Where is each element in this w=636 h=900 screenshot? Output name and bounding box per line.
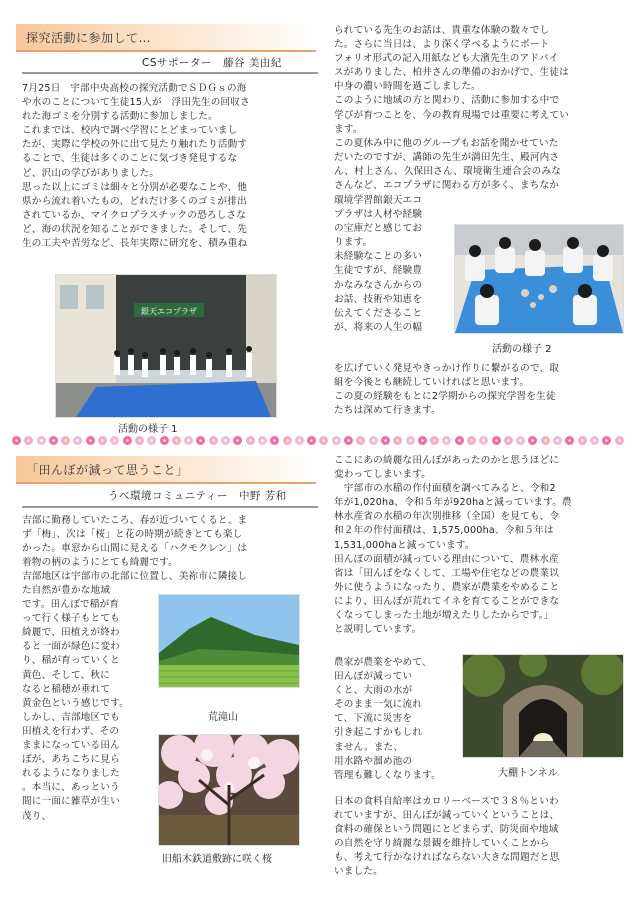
- article1-byline-underline: [22, 72, 318, 74]
- article1-body-right-bottom: を広げていく発見やきっかけ作りに繋がるので、取 組を今後とも継続していければと思います。 この夏の経験をもとに2学期からの探究学習を生徒 たちは深めて行きます。: [334, 363, 560, 417]
- article2-byline-underline: [22, 506, 318, 508]
- article2-body-right-narrow: 農家が農業をやめて、 田んぼが減ってい くと、大雨の水が そのまま一気に流れ て、下流に災害を 引き起こすかもしれ ません。また、 用水路や溜め池の 管理も難しくなります。: [334, 657, 441, 781]
- article2-byline: うべ環境コミュニティー 中野 芳和: [108, 490, 287, 502]
- article1-body-right-top: られている先生のお話は、貴重な体験の数々でし た。さらに当日は、より深く学べるようにポート フォリオ形式の記入用紙なども大濱先生のアドバイ スがありました、柏井さんの準備のおかげで、生徒は 中身の濃い時間を過ごしました。 このように地域の方と関わり、活動に参加する中で 学びが育つことを、今の教育現場では重要に考えてい ます。 この夏休み中に他のグループもお話を聞かせていた だいたのですが、講師の先生が満田先生、殿河内さ ん、村上さん、久保田さん、環境衛生連合会のみな さんなど、エコプラザに関わる方が多く、まちなか: [334, 25, 570, 192]
- classroom-activity-photo: [455, 225, 623, 333]
- tunnel-photo: [463, 655, 623, 757]
- article2-photo-cherry-caption: 旧船木鉄道敷跡に咲く桜: [162, 854, 272, 865]
- article2-photo-cherry: [158, 734, 300, 846]
- article1-photo-1-caption: 活動の様子 1: [118, 424, 178, 435]
- article1-title-bar: [16, 24, 316, 52]
- article2-photo-tunnel: [462, 654, 624, 758]
- mountain-photo: [159, 595, 299, 687]
- article2-photo-tunnel-caption: 大棚トンネル: [498, 768, 558, 779]
- article1-photo-2-caption: 活動の様子 2: [492, 344, 552, 355]
- article1-photo-1: [55, 274, 277, 418]
- article2-body-left-narrow: た自然が豊かな地域 です。田んぼで稲が育 って行く様子もとても 綺麗で、田植えが終わ ると一面が緑色に変わ り、稲が育っていくと 黄色、そして、秋に なると稲穂が垂れて 黄金色という感じです。 しかし、吉部地区でも 田植えを行わず、その ままになっている田ん ぼが、あちこちに見ら れるようになりました 。本当に、あっという 間に一面に雑草が生い 茂り、: [22, 585, 129, 822]
- cherry-blossom-photo: [159, 735, 299, 845]
- article1-body-right-narrow: 環境学習館銀天エコ プラザは人材や経験 の宝庫だと感じてお ります。 未経験なことの多い 生徒ですが、経験豊 かなみなさんからの お話、技術や知恵を 伝えてくださること が、将来の人生の幅: [334, 195, 423, 333]
- article2-body-left-top: 吉部に勤務していたころ、春が近づいてくると、ま ず「梅」、次は「桜」と花の時期が続きとても楽し かった。車窓から山間に見える「ハクモクレン」は 着物の柄のようにとても綺麗です。 吉部地区は宇部市の北部に位置し、美祢市に隣接し: [22, 515, 248, 583]
- article1-byline: CSサポーター 藤谷 美由紀: [142, 57, 282, 69]
- article1-body-left: 7月25日 宇部中央高校の探究活動でＳＤＧｓの海 や水のことについて生徒15人が 浮田先生の回収さ れた海ゴミを分別する活動に参加しました。 これまでは、校内で調べ学習にとどまっていまし たが、実際に学校の外に出て見たり触れたり活動す ることで、生徒は多くのことに気づき発見するな ど、沢山の学びがありました。 思った以上にゴミは細々と分別が必要なことや、他 県から流れ着いたもの、どれだけ多くのゴミが排出 されているか、マイクロプラスチックの恐ろしさな ど、海の状況を知ることができました。そして、先 生の工夫や苦労など、長年実際に研究を、積み重ね: [22, 83, 250, 250]
- article1-photo-2: [454, 224, 624, 334]
- article2-title: 「田んぼが減って思うこと」: [26, 463, 189, 477]
- shop-sign: 銀天エコプラザ: [141, 307, 197, 316]
- street-activity-photo: [56, 275, 276, 417]
- article2-photo-mountain: [158, 594, 300, 688]
- flower-divider: [12, 434, 624, 446]
- article2-body-right-top: ここにあの綺麗な田んぼがあったのかと思うほどに 変わってしまいます。 宇部市の水稲の作付面積を調べてみると、令和2 年が1,020ha、令和５年が920haと減っています。農 林水産省の水稲の年次別推移（全国）を見ても、令 和２年の作付面積は、1,575,000ha、令和５年は 1,531,000haと減っています。 田んぼの面積が減っている理由について、農林水産 省は「田んぼをなくして、工場や住宅などの農業以 外に使うようになったり、農家が農業をやめること により、田んぼが荒れてイネを育てることができな くなってしまった土地が増えたりしたからです。」 と説明しています。: [334, 455, 572, 636]
- article2-body-right-bottom: 日本の食料自給率はカロリーベースで３８％といわ れていますが、田んぼが減っていくということは、 食料の確保という問題にとどまらず、防災面や地域 の自然を守り綺麗な景観を維持していくことから も、考えて行かなければならない大きな問題だと思 いました。: [334, 796, 560, 878]
- article2-title-bar: [16, 456, 316, 484]
- article2-photo-mountain-caption: 荒滝山: [208, 712, 238, 723]
- article1-title: 探究活動に参加して…: [26, 31, 152, 45]
